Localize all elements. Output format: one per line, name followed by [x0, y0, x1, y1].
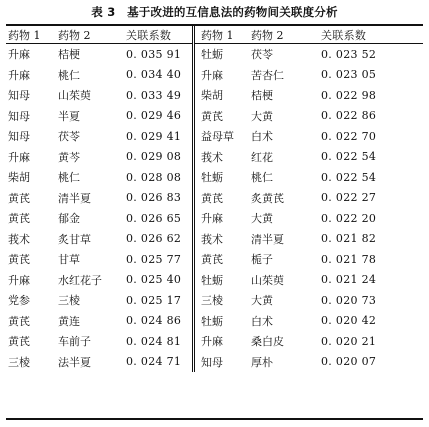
cell-coef-left: 0. 028 08 [124, 167, 194, 188]
cell-drug1-right: 柴胡 [201, 89, 223, 103]
header-drug1-right: 药物 1 [194, 26, 250, 44]
cell-coef-right: 0. 022 98 [321, 88, 377, 102]
cell-coef-right: 0. 022 70 [321, 129, 377, 143]
cell-drug2-left: 黄芩 [58, 150, 80, 164]
header-drug2-right: 药物 2 [249, 26, 319, 44]
cell-drug1-right: 升麻 [201, 212, 223, 226]
cell-drug1-left: 知母 [8, 130, 30, 144]
cell-drug1-right: 黄芪 [201, 109, 223, 123]
cell-coef-right: 0. 021 24 [321, 273, 377, 287]
cell-drug1-left: 知母 [8, 89, 30, 103]
table-row [6, 352, 423, 373]
cell-coef-right: 0. 022 86 [321, 109, 377, 123]
cell-drug2-right: 大黄 [251, 109, 273, 123]
table-row [6, 249, 423, 270]
cell-coef-left: 0. 025 77 [124, 249, 194, 270]
table-row [6, 167, 423, 188]
table-row [6, 188, 423, 209]
cell-drug2-right: 山茱萸 [251, 273, 284, 287]
cell-coef-left: 0. 026 83 [124, 188, 194, 209]
cell-drug2-left: 炙甘草 [58, 232, 91, 246]
association-table-frame [6, 24, 423, 420]
cell-drug1-left: 柴胡 [8, 171, 30, 185]
header-coef-left: 关联系数 [124, 26, 194, 44]
cell-drug1-right: 知母 [201, 355, 223, 369]
cell-drug2-right: 白术 [251, 130, 273, 144]
cell-drug1-left: 莪术 [8, 232, 30, 246]
cell-drug2-right: 炙黄芪 [251, 191, 284, 205]
cell-drug1-right: 黄芪 [201, 191, 223, 205]
cell-drug1-left: 升麻 [8, 48, 30, 62]
table-row [6, 147, 423, 168]
cell-coef-left: 0. 033 49 [124, 85, 194, 106]
cell-drug2-right: 白术 [251, 314, 273, 328]
table-row [6, 311, 423, 332]
cell-drug1-left: 升麻 [8, 68, 30, 82]
cell-coef-right: 0. 023 52 [321, 47, 377, 61]
header-drug2-left: 药物 2 [56, 26, 124, 44]
cell-drug2-right: 厚朴 [251, 355, 273, 369]
cell-drug1-left: 升麻 [8, 150, 30, 164]
cell-coef-left: 0. 029 41 [124, 126, 194, 147]
cell-coef-left: 0. 024 86 [124, 311, 194, 332]
cell-coef-right: 0. 022 54 [321, 150, 377, 164]
cell-coef-left: 0. 026 65 [124, 208, 194, 229]
cell-drug2-left: 水红花子 [58, 273, 102, 287]
cell-coef-right: 0. 022 54 [321, 170, 377, 184]
cell-drug2-right: 大黄 [251, 212, 273, 226]
cell-coef-left: 0. 025 40 [124, 270, 194, 291]
cell-drug2-left: 车前子 [58, 335, 91, 349]
cell-coef-left: 0. 029 08 [124, 147, 194, 168]
cell-coef-left: 0. 035 91 [124, 44, 194, 65]
cell-drug1-right: 牡蛎 [201, 171, 223, 185]
cell-drug1-left: 黄芪 [8, 191, 30, 205]
table-header-row [6, 26, 423, 44]
cell-drug2-left: 法半夏 [58, 355, 91, 369]
cell-drug2-right: 苦杏仁 [251, 68, 284, 82]
association-table [6, 26, 423, 372]
cell-drug2-right: 桃仁 [251, 171, 273, 185]
cell-drug2-left: 桃仁 [58, 171, 80, 185]
cell-coef-right: 0. 021 78 [321, 252, 377, 266]
cell-coef-right: 0. 020 07 [321, 355, 377, 369]
cell-drug2-right: 清半夏 [251, 232, 284, 246]
cell-drug2-left: 清半夏 [58, 191, 91, 205]
cell-drug1-left: 三棱 [8, 355, 30, 369]
cell-drug1-right: 莪术 [201, 232, 223, 246]
cell-coef-left: 0. 026 62 [124, 229, 194, 250]
table-row [6, 106, 423, 127]
cell-drug1-left: 知母 [8, 109, 30, 123]
cell-drug1-right: 牡蛎 [201, 314, 223, 328]
cell-drug1-left: 黄芪 [8, 335, 30, 349]
cell-drug1-right: 牡蛎 [201, 273, 223, 287]
cell-drug1-right: 牡蛎 [201, 48, 223, 62]
table-row [6, 290, 423, 311]
header-coef-right: 关联系数 [319, 26, 423, 44]
table-row [6, 229, 423, 250]
cell-drug1-right: 三棱 [201, 294, 223, 308]
cell-drug2-left: 三棱 [58, 294, 80, 308]
cell-drug2-left: 桔梗 [58, 48, 80, 62]
cell-drug1-left: 升麻 [8, 273, 30, 287]
cell-drug2-left: 山茱萸 [58, 89, 91, 103]
table-body [6, 44, 423, 373]
cell-drug2-left: 茯苓 [58, 130, 80, 144]
table-title: 表 3 基于改进的互信息法的药物间关联度分析 [91, 5, 338, 19]
table-row [6, 331, 423, 352]
cell-coef-right: 0. 022 20 [321, 211, 377, 225]
cell-drug1-right: 莪术 [201, 150, 223, 164]
cell-coef-right: 0. 021 82 [321, 232, 377, 246]
table-row [6, 44, 423, 65]
table-row [6, 270, 423, 291]
cell-drug1-left: 黄芪 [8, 314, 30, 328]
cell-drug2-right: 桔梗 [251, 89, 273, 103]
header-drug1-left: 药物 1 [6, 26, 56, 44]
table-row [6, 85, 423, 106]
cell-coef-right: 0. 023 05 [321, 68, 377, 82]
cell-drug2-left: 黄连 [58, 314, 80, 328]
cell-coef-left: 0. 025 17 [124, 290, 194, 311]
cell-coef-right: 0. 020 73 [321, 293, 377, 307]
cell-drug2-right: 大黄 [251, 294, 273, 308]
cell-drug2-right: 桑白皮 [251, 335, 284, 349]
cell-drug1-right: 黄芪 [201, 253, 223, 267]
cell-drug2-left: 半夏 [58, 109, 80, 123]
cell-drug2-right: 栀子 [251, 253, 273, 267]
cell-drug2-left: 郁金 [58, 212, 80, 226]
cell-drug2-left: 桃仁 [58, 68, 80, 82]
cell-drug1-right: 升麻 [201, 68, 223, 82]
cell-coef-right: 0. 020 21 [321, 334, 377, 348]
cell-drug2-right: 红花 [251, 150, 273, 164]
cell-coef-left: 0. 024 71 [124, 352, 194, 373]
table-row [6, 126, 423, 147]
cell-drug1-left: 黄芪 [8, 212, 30, 226]
cell-drug2-right: 茯苓 [251, 48, 273, 62]
cell-coef-left: 0. 029 46 [124, 106, 194, 127]
cell-coef-left: 0. 034 40 [124, 65, 194, 86]
cell-drug1-left: 党参 [8, 294, 30, 308]
cell-drug1-left: 黄芪 [8, 253, 30, 267]
table-row [6, 65, 423, 86]
cell-coef-right: 0. 020 42 [321, 314, 377, 328]
table-row [6, 208, 423, 229]
cell-drug1-right: 升麻 [201, 335, 223, 349]
cell-drug1-right: 益母草 [201, 130, 234, 144]
cell-drug2-left: 甘草 [58, 253, 80, 267]
cell-coef-right: 0. 022 27 [321, 191, 377, 205]
cell-coef-left: 0. 024 81 [124, 331, 194, 352]
